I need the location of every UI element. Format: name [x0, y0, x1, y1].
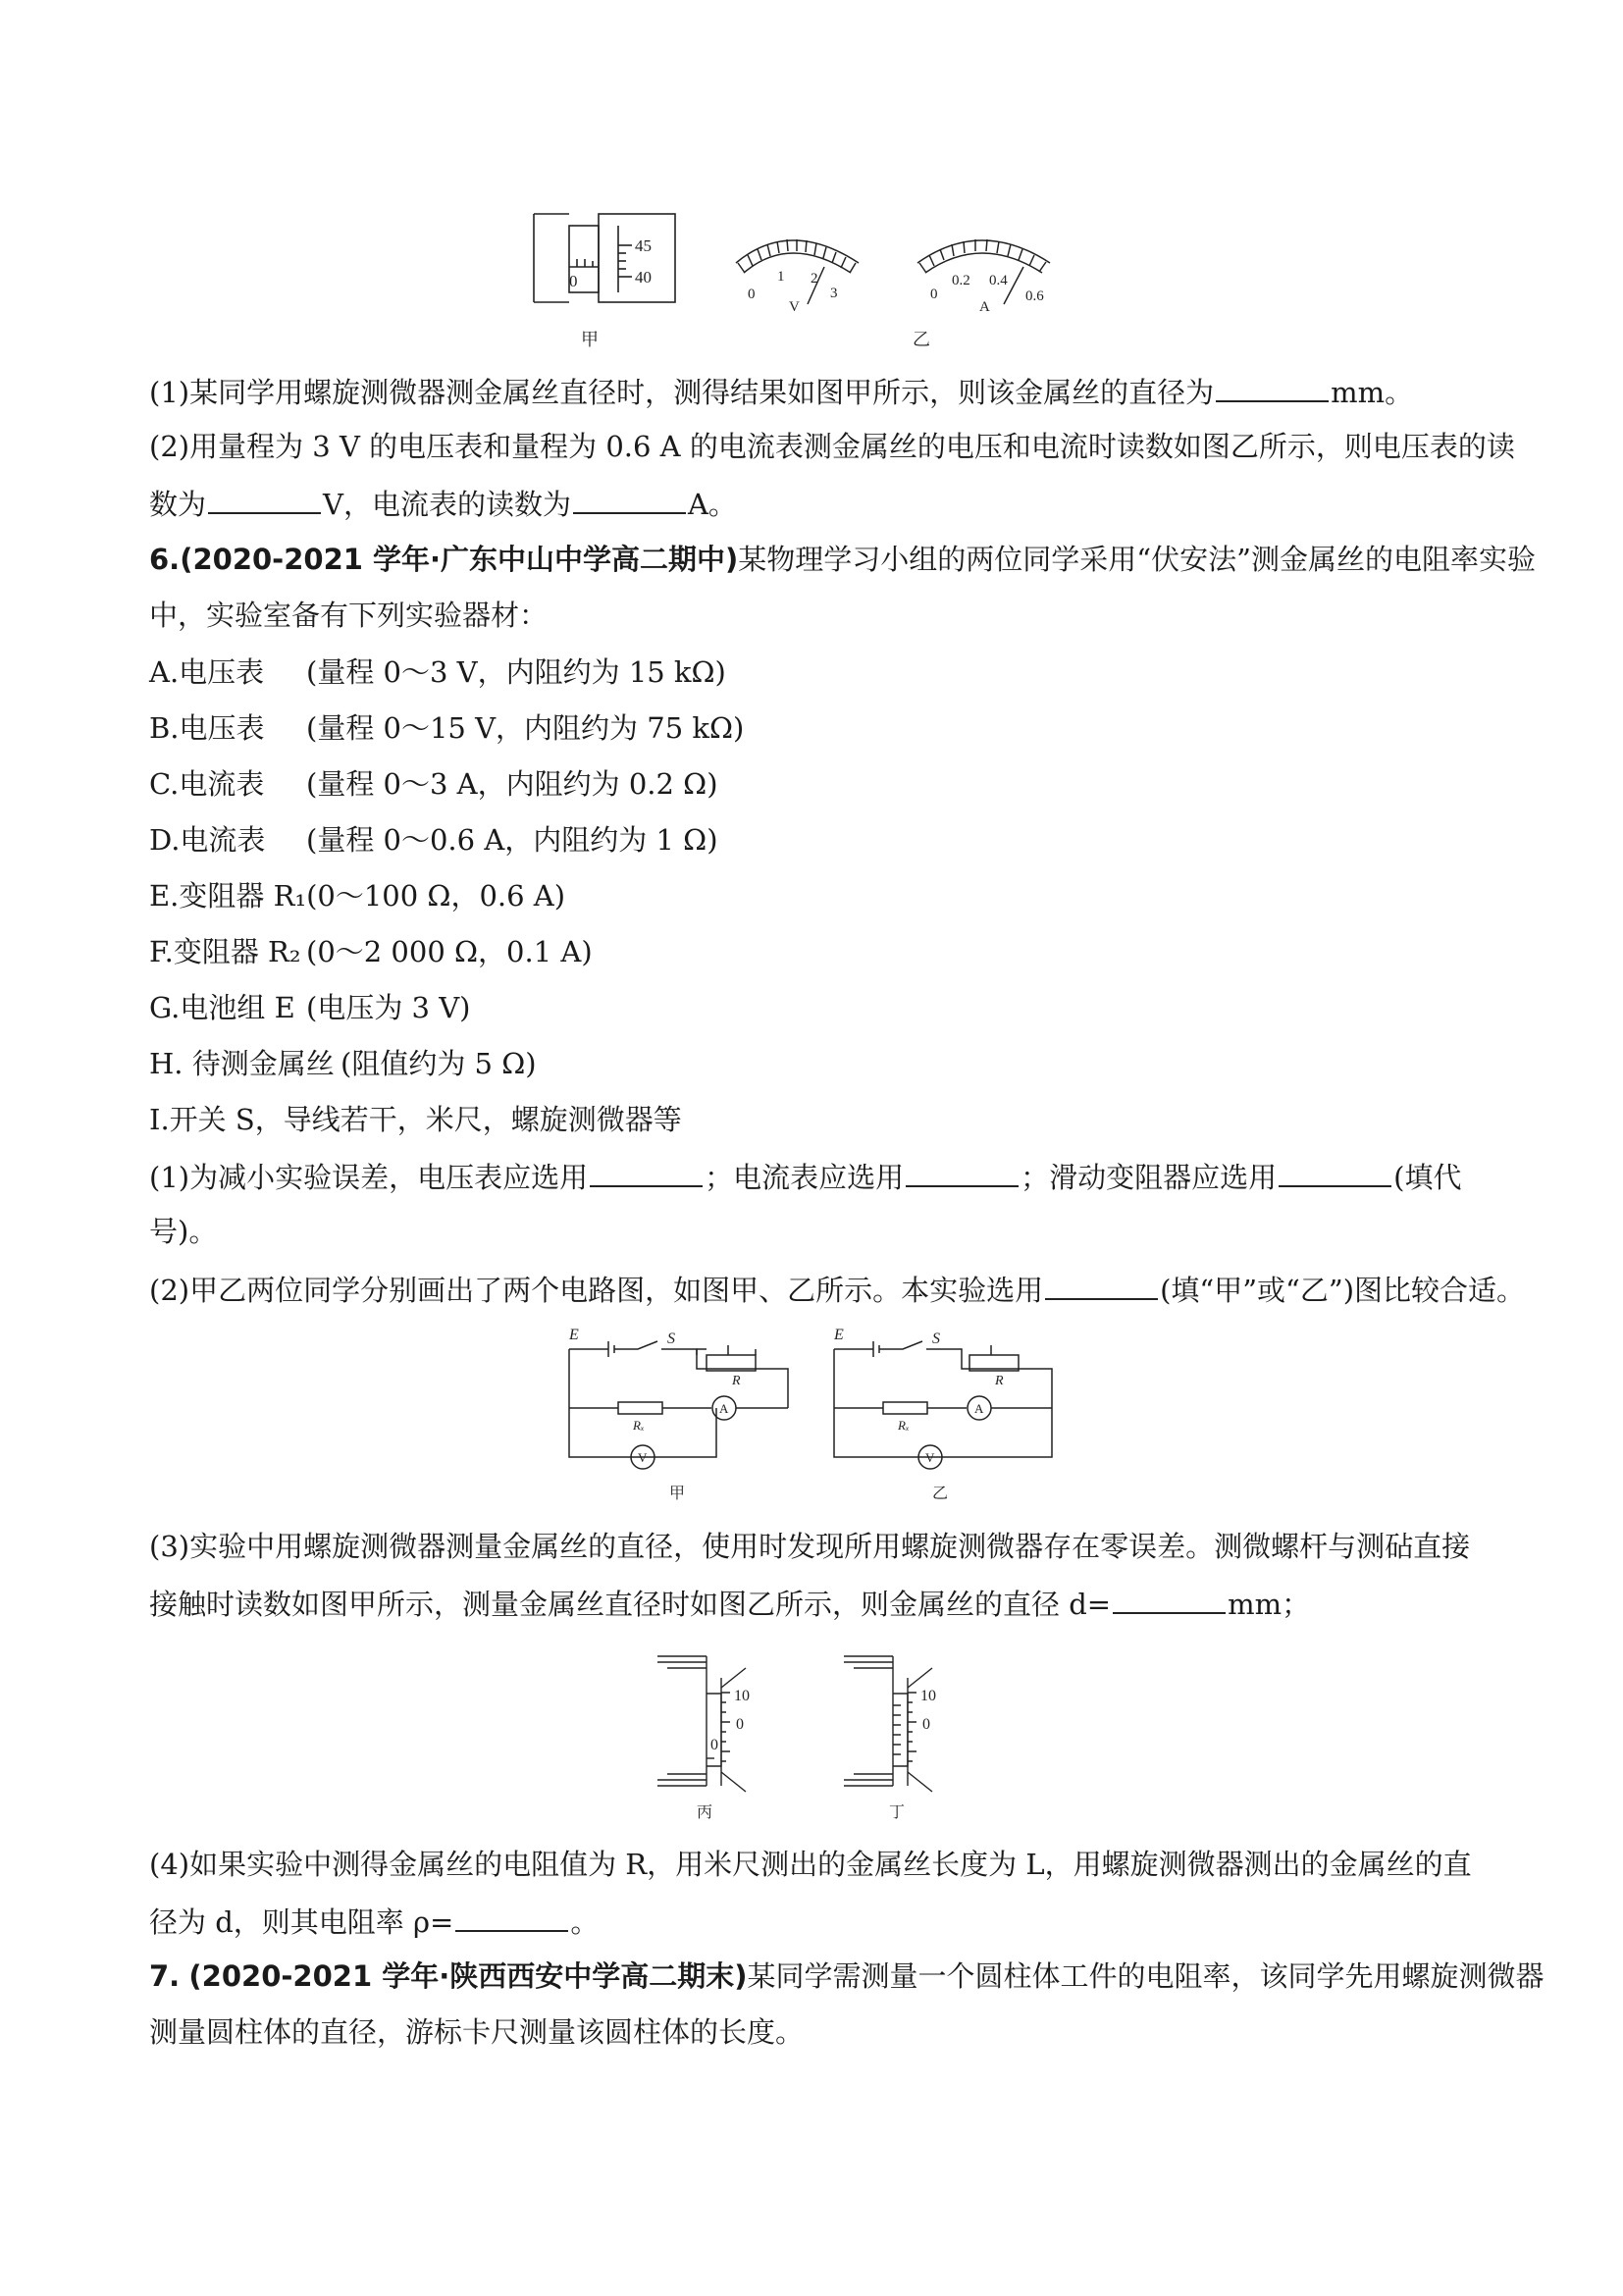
q6-stem: 某物理学习小组的两位同学采用“伏安法”测金属丝的电阻率实验: [738, 543, 1536, 576]
option-label: E.变阻器 R₁: [149, 879, 307, 913]
option-detail: (量程 0～3 V，内阻约为 15 kΩ): [306, 655, 726, 689]
figure-micrometer-meters: [530, 206, 1119, 353]
ammeter-tick-0.6: 0.6: [1025, 288, 1044, 304]
q5-part2-line1: [149, 427, 1515, 466]
voltmeter-symbol: V: [789, 299, 800, 315]
q6-option-h: [149, 1044, 1486, 1083]
circuit-yi-R: R: [995, 1374, 1004, 1388]
q6-part4-line2: [149, 1901, 1486, 1942]
q6-part1-line2: [149, 1212, 1486, 1251]
circuit-yi-A: A: [974, 1401, 984, 1416]
option-detail: (量程 0～15 V，内阻约为 75 kΩ): [306, 711, 745, 745]
q6-option-b: [149, 708, 1486, 748]
answer-blank[interactable]: [573, 483, 686, 514]
q5-p2-text-a: 数为: [149, 488, 207, 521]
option-label: A.电压表: [149, 655, 265, 689]
circuit-yi-Rx: Rₓ: [898, 1418, 910, 1433]
circuit-jia-E: E: [569, 1327, 579, 1343]
circuit-jia-R: R: [732, 1374, 741, 1388]
q5-p2-text: (2)用量程为 3 V 的电压表和量程为 0.6 A 的电流表测金属丝的电压和电流时读数如图乙所示，则电压表的读: [149, 430, 1515, 463]
option-label: B.电压表: [149, 711, 265, 745]
option-detail: (量程 0～3 A，内阻约为 0.2 Ω): [306, 767, 718, 801]
q5-part1: [149, 371, 1486, 412]
q6-option-e: [149, 876, 1486, 915]
ammeter-tick-0.4: 0.4: [989, 273, 1008, 288]
answer-blank[interactable]: [1279, 1156, 1391, 1187]
micrometer-tick-45: 45: [635, 236, 652, 255]
circuit-label-jia: 甲: [669, 1486, 686, 1502]
option-detail: (0～2 000 Ω，0.1 A): [306, 935, 593, 968]
answer-blank[interactable]: [208, 483, 321, 514]
figure1-label-jia: 甲: [581, 330, 599, 349]
q6-p4-line1: (4)如果实验中测得金属丝的电阻值为 R，用米尺测出的金属丝长度为 L，用螺旋测微器测出的金属丝的直: [149, 1848, 1472, 1881]
answer-blank[interactable]: [1113, 1583, 1226, 1614]
q6-p3-a: 接触时读数如图甲所示，测量金属丝直径时如图乙所示，则金属丝的直径 d=: [149, 1588, 1112, 1621]
micrometer-bing-tick-10: 10: [734, 1688, 750, 1704]
q7-stem-line2: [149, 2012, 1486, 2052]
q6-part3-line1: [149, 1527, 1486, 1566]
q6-part3-line2: [149, 1583, 1486, 1624]
q6-p3-b: mm；: [1228, 1588, 1311, 1621]
q6-p4-a: 径为 d，则其电阻率 ρ=: [149, 1905, 454, 1939]
micrometer-label-ding: 丁: [889, 1804, 906, 1821]
micrometer-label-bing: 丙: [697, 1804, 713, 1821]
q6-option-i: [149, 1100, 1486, 1139]
answer-blank[interactable]: [1045, 1269, 1158, 1300]
answer-blank[interactable]: [906, 1156, 1019, 1187]
q6-number: 6.: [149, 543, 181, 576]
q7-source: (2020-2021 学年·陕西西安中学高二期末): [188, 1959, 748, 1993]
q6-source: (2020-2021 学年·广东中山中学高二期中): [180, 543, 739, 576]
q7-stem: 某同学需测量一个圆柱体工件的电阻率，该同学先用螺旋测微器: [747, 1959, 1544, 1993]
option-label: H. 待测金属丝: [149, 1047, 335, 1080]
q6-stem-line2: [149, 596, 1486, 635]
q6-p1-b: ；电流表应选用: [705, 1161, 905, 1194]
circuit-yi-V: V: [925, 1450, 935, 1465]
figure-circuits: [559, 1320, 1070, 1506]
circuit-jia-S: S: [667, 1331, 675, 1347]
micrometer-jia: [534, 214, 675, 302]
circuit-yi: [834, 1341, 1052, 1469]
ammeter-tick-0.2: 0.2: [952, 273, 970, 288]
q5-p2-text-c: A。: [687, 488, 737, 521]
circuit-jia-V: V: [638, 1450, 648, 1465]
q6-option-f: [149, 932, 1486, 971]
q6-option-d: [149, 820, 1486, 860]
voltmeter-tick-0: 0: [748, 287, 756, 302]
q6-part2: [149, 1269, 1526, 1310]
micrometer-bing-tick-0b: 0: [710, 1737, 718, 1753]
circuit-jia-A: A: [719, 1401, 729, 1416]
voltmeter-tick-2: 2: [811, 271, 818, 287]
q6-p1-a: (1)为减小实验误差，电压表应选用: [149, 1161, 589, 1194]
ammeter-tick-0: 0: [930, 287, 938, 302]
figure-micrometers-zero-error: [648, 1648, 1001, 1825]
figure1-label-yi: 乙: [913, 330, 930, 349]
q6-p2-b: (填“甲”或“乙”)图比较合适。: [1160, 1274, 1526, 1307]
micrometer-ding-tick-0: 0: [922, 1716, 930, 1733]
option-label: G.电池组 E: [149, 991, 295, 1024]
option-detail: (电压为 3 V): [306, 991, 471, 1024]
q6-p3-line1: (3)实验中用螺旋测微器测量金属丝的直径，使用时发现所用螺旋测微器存在零误差。测微螺杆与测砧直接: [149, 1530, 1471, 1563]
micrometer-ding: [844, 1656, 932, 1792]
micrometers-svg: [648, 1648, 1001, 1825]
answer-blank[interactable]: [455, 1901, 568, 1932]
q5-part2-line2: [149, 483, 1486, 524]
q7-number: 7.: [149, 1959, 181, 1993]
q6-p4-b: 。: [570, 1905, 600, 1939]
answer-blank[interactable]: [590, 1156, 703, 1187]
option-detail: (0～100 Ω，0.6 A): [306, 879, 566, 913]
voltmeter-tick-1: 1: [777, 269, 785, 285]
option-label: I.开关 S，导线若干，米尺，螺旋测微器等: [149, 1103, 682, 1136]
circuits-svg: [559, 1320, 1070, 1506]
q7-stem2: 测量圆柱体的直径，游标卡尺测量该圆柱体的长度。: [149, 2015, 805, 2049]
q5-p2-text-b: V，电流表的读数为: [323, 488, 571, 521]
q6-p1-d: (填代: [1393, 1161, 1462, 1194]
ammeter-symbol: A: [979, 299, 990, 315]
micrometer-ding-tick-10: 10: [920, 1688, 936, 1704]
q6-p1-c: ；滑动变阻器应选用: [1021, 1161, 1278, 1194]
q6-part4-line1: [149, 1845, 1486, 1884]
circuit-jia-Rx: Rₓ: [633, 1418, 645, 1433]
option-detail: (量程 0～0.6 A，内阻约为 1 Ω): [306, 823, 718, 857]
micrometer-bing-tick-0: 0: [736, 1716, 744, 1733]
circuit-yi-S: S: [932, 1331, 940, 1347]
q7-stem-line1: [149, 1957, 1544, 1996]
micrometer-tick-40: 40: [635, 268, 652, 287]
q6-stem-line1: [149, 540, 1536, 579]
q6-p2-a: (2)甲乙两位同学分别画出了两个电路图，如图甲、乙所示。本实验选用: [149, 1274, 1044, 1307]
q6-stem2: 中，实验室备有下列实验器材：: [149, 599, 549, 632]
q6-option-g: [149, 988, 1486, 1027]
circuit-jia: [569, 1341, 788, 1469]
micrometer-tick-0: 0: [569, 272, 578, 290]
voltmeter-tick-3: 3: [830, 286, 838, 301]
answer-blank[interactable]: [1216, 371, 1329, 402]
q5-p1-unit: mm。: [1331, 376, 1414, 409]
circuit-label-yi: 乙: [932, 1486, 949, 1502]
option-detail: (阻值约为 5 Ω): [340, 1047, 537, 1080]
q6-option-a: [149, 652, 1486, 692]
micrometer-bing: [657, 1656, 746, 1792]
option-label: D.电流表: [149, 823, 266, 857]
option-label: C.电流表: [149, 767, 265, 801]
option-label: F.变阻器 R₂: [149, 935, 301, 968]
q6-option-c: [149, 764, 1486, 804]
q6-p1-line2: 号)。: [149, 1215, 218, 1248]
circuit-yi-E: E: [834, 1327, 844, 1343]
q5-p1-text: (1)某同学用螺旋测微器测金属丝直径时，测得结果如图甲所示，则该金属丝的直径为: [149, 376, 1215, 409]
figure-1-svg: [530, 206, 1119, 353]
q6-part1: [149, 1156, 1486, 1197]
